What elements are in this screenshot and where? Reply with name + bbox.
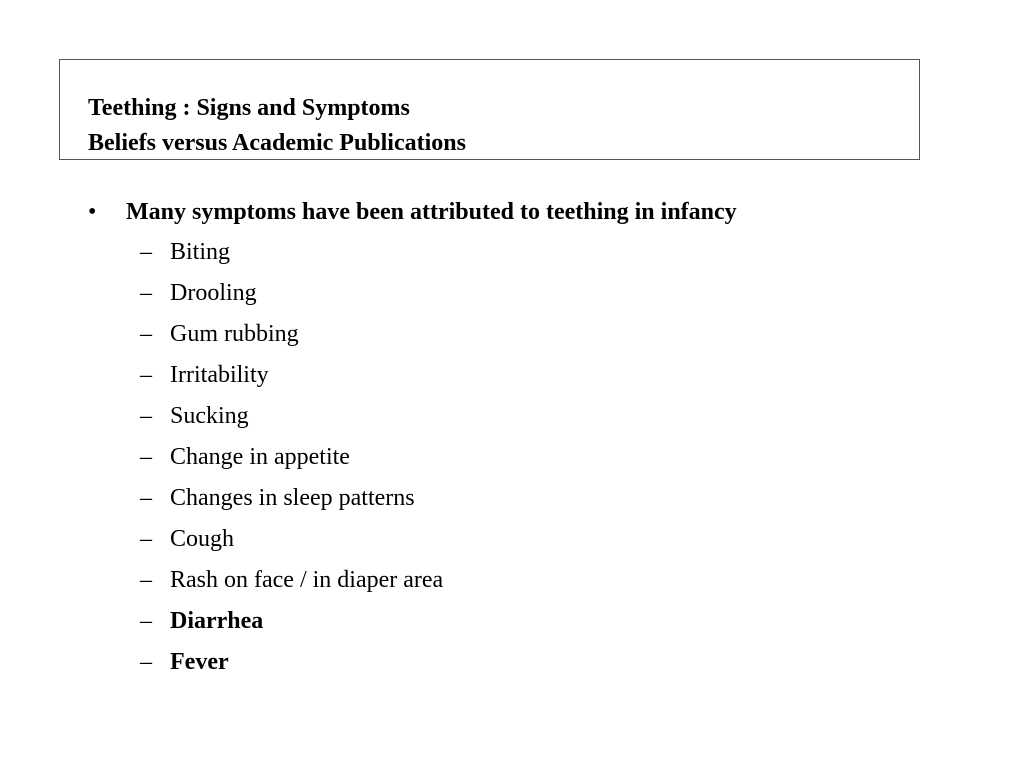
bullet-marker: • (88, 199, 97, 225)
slide-title: Teething : Signs and Symptoms (88, 95, 410, 121)
list-item (140, 484, 443, 525)
dash-marker: – (140, 403, 152, 429)
symptom-text: Cough (170, 526, 235, 552)
dash-marker: – (140, 608, 152, 634)
list-item (140, 238, 443, 279)
symptom-text: Drooling (170, 280, 257, 306)
list-item (140, 443, 443, 484)
symptom-text: Change in appetite (170, 444, 350, 470)
symptom-text: Rash on face / in diaper area (170, 567, 444, 593)
symptom-text: Gum rubbing (170, 321, 299, 347)
slide-subtitle: Beliefs versus Academic Publications (88, 130, 466, 156)
dash-marker: – (140, 485, 152, 511)
symptom-text: Sucking (170, 403, 249, 429)
list-item (140, 402, 443, 443)
dash-marker: – (140, 649, 152, 675)
symptom-text: Diarrhea (170, 608, 264, 634)
list-item (140, 320, 443, 361)
symptom-text: Irritability (170, 362, 269, 388)
symptom-text: Changes in sleep patterns (170, 485, 415, 511)
dash-marker: – (140, 526, 152, 552)
list-item (140, 566, 443, 607)
dash-marker: – (140, 567, 152, 593)
symptom-text: Biting (170, 239, 231, 265)
dash-marker: – (140, 444, 152, 470)
slide-title-box (59, 59, 920, 160)
list-item (140, 607, 443, 648)
list-item (140, 648, 443, 689)
symptom-text: Fever (170, 649, 229, 675)
list-item (140, 525, 443, 566)
list-item (140, 279, 443, 320)
dash-marker: – (140, 239, 152, 265)
list-item (140, 361, 443, 402)
dash-marker: – (140, 280, 152, 306)
dash-marker: – (140, 321, 152, 347)
symptom-list (140, 238, 443, 689)
dash-marker: – (140, 362, 152, 388)
main-bullet (88, 198, 737, 226)
main-bullet-text: Many symptoms have been attributed to teething in infancy (126, 199, 737, 225)
